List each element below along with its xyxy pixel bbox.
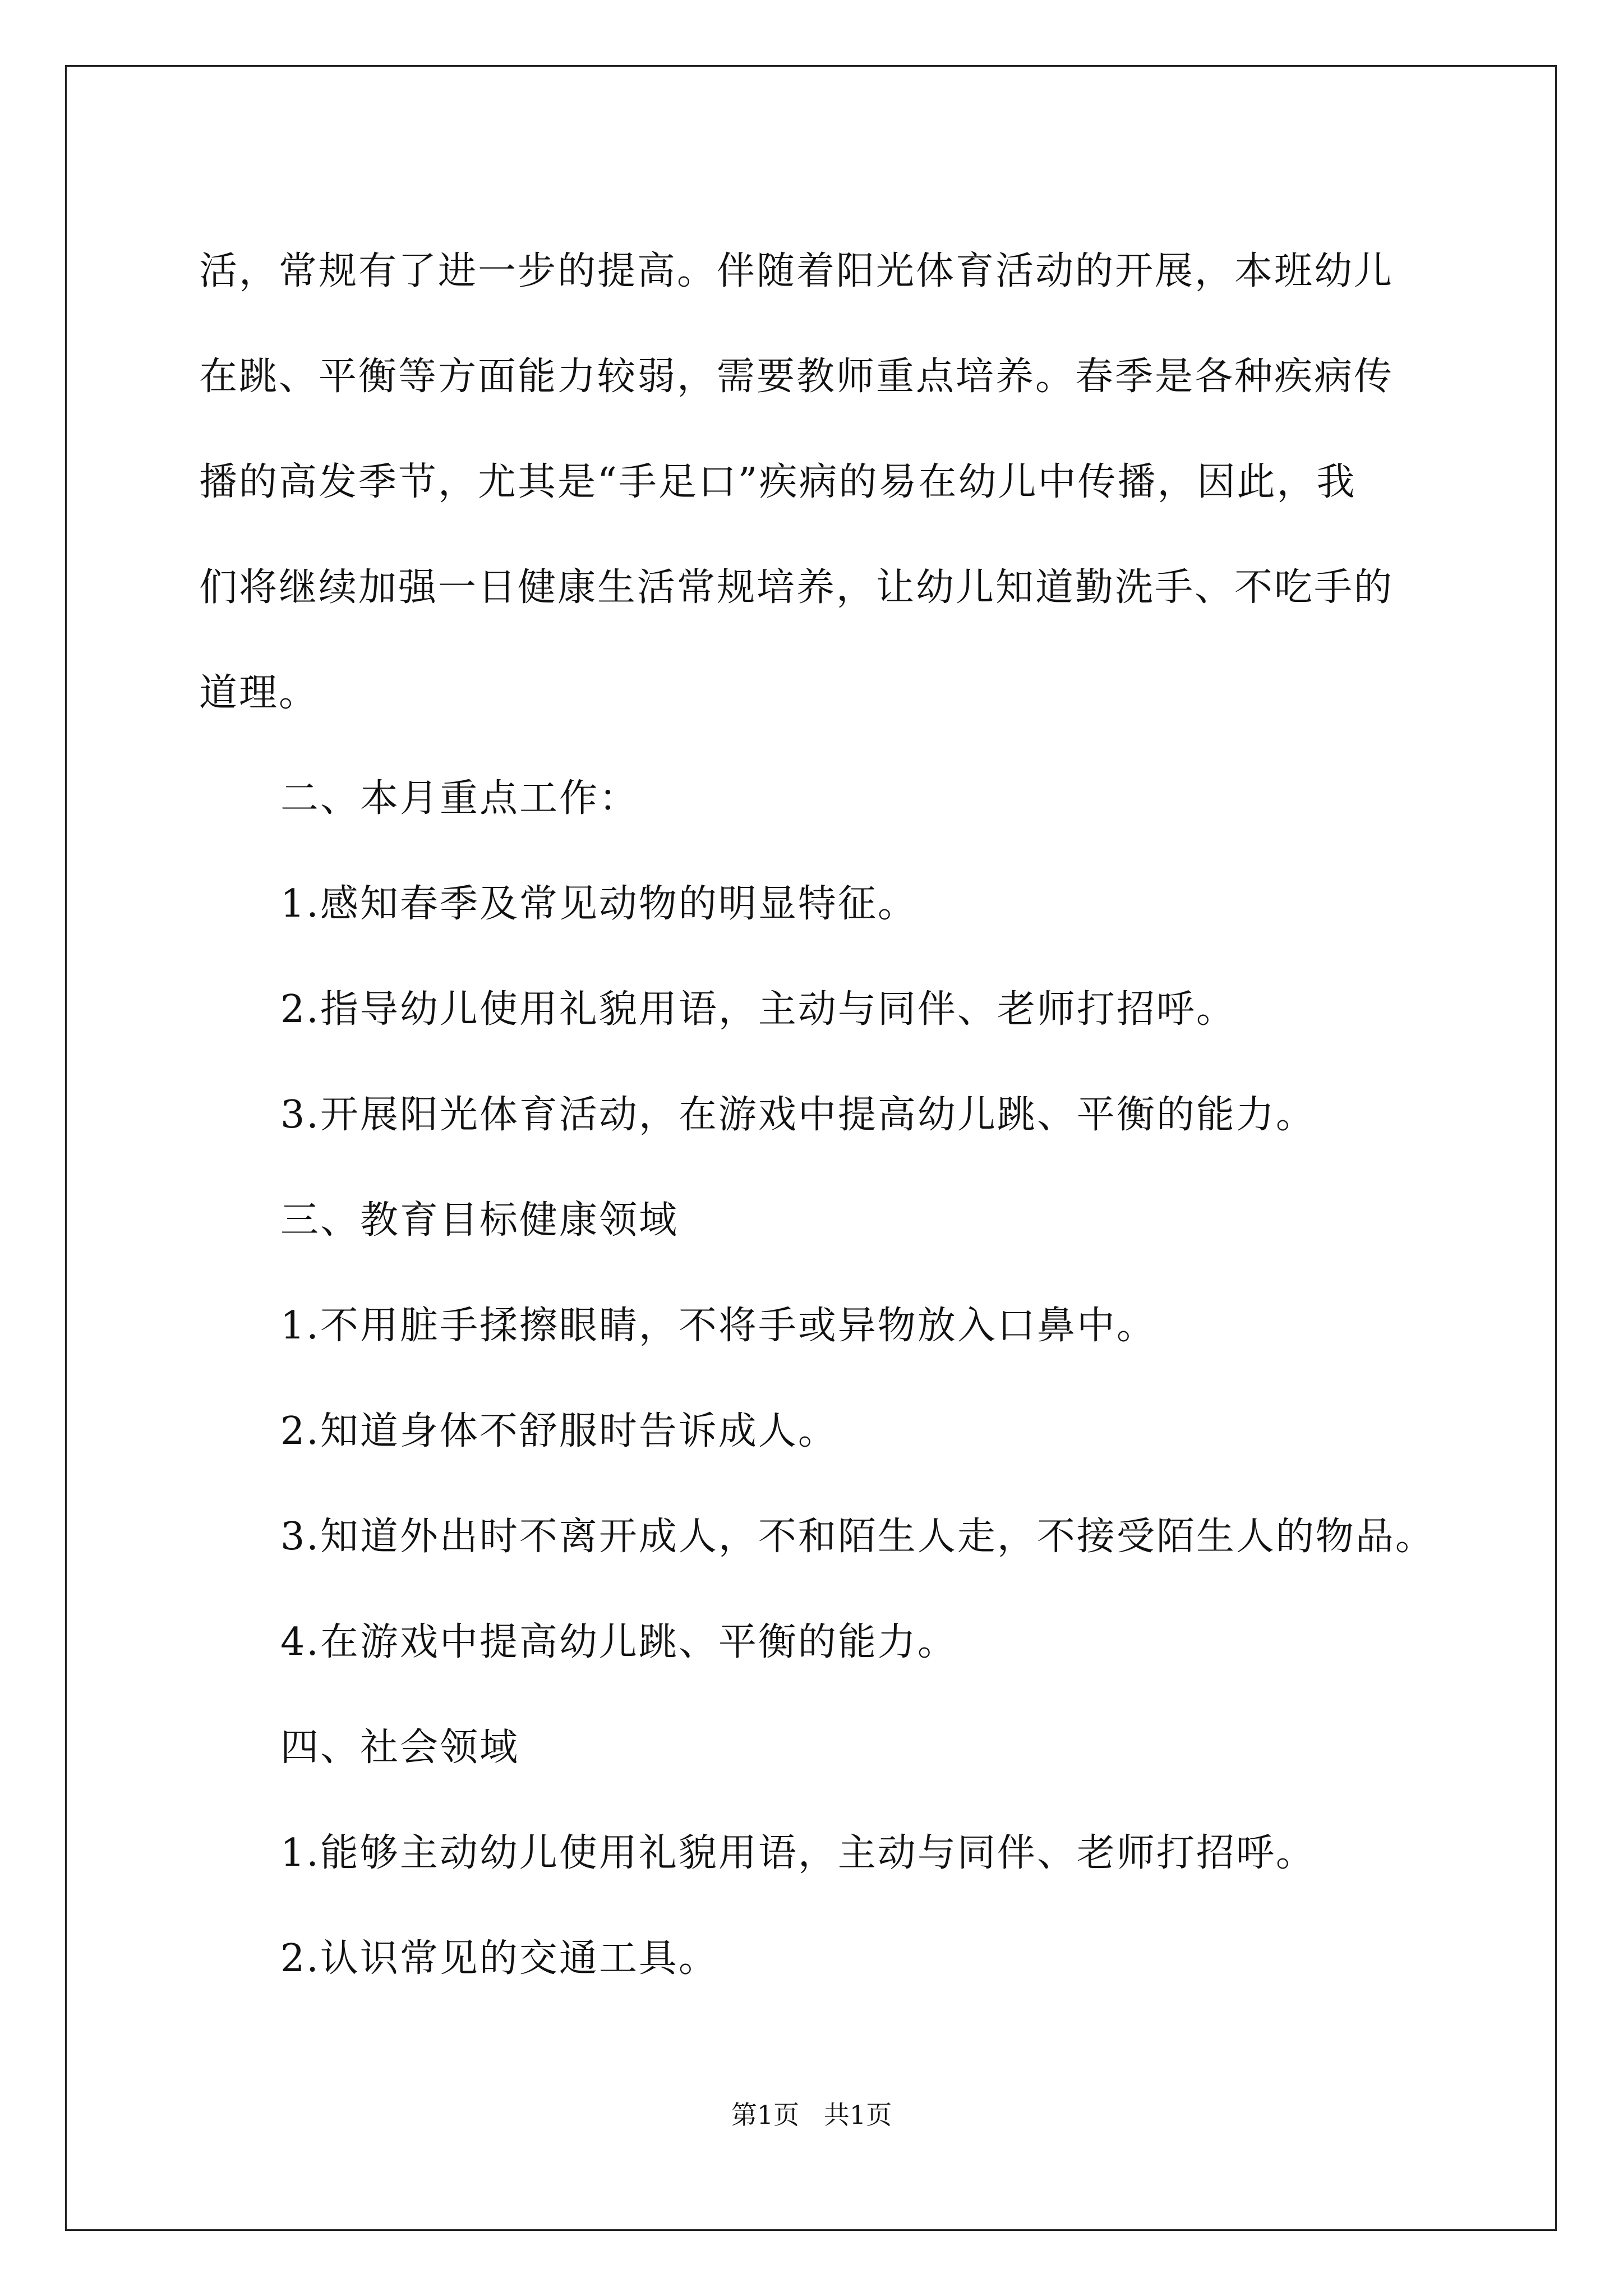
list-item: 3.知道外出时不离开成人，不和陌生人走，不接受陌生人的物品。	[280, 1515, 1435, 1559]
paragraph-line: 道理。	[199, 671, 319, 715]
section-heading-key-work: 二、本月重点工作：	[280, 776, 639, 821]
list-item: 3.开展阳光体育活动，在游戏中提高幼儿跳、平衡的能力。	[280, 1093, 1316, 1137]
list-item: 2.知道身体不舒服时告诉成人。	[280, 1409, 838, 1453]
section-heading-health: 三、教育目标健康领域	[280, 1198, 679, 1243]
paragraph-line: 播的高发季节，尤其是“手足口”疾病的易在幼儿中传播，因此，我	[199, 460, 1357, 504]
paragraph-line: 在跳、平衡等方面能力较弱，需要教师重点培养。春季是各种疾病传	[199, 355, 1394, 399]
paragraph-line: 活，常规有了进一步的提高。伴随着阳光体育活动的开展，本班幼儿	[199, 249, 1394, 293]
list-item: 2.认识常见的交通工具。	[280, 1936, 718, 1981]
list-item: 1.感知春季及常见动物的明显特征。	[280, 882, 917, 926]
list-item: 1.能够主动幼儿使用礼貌用语，主动与同伴、老师打招呼。	[280, 1831, 1316, 1875]
document-body	[199, 219, 1461, 2012]
section-heading-social: 四、社会领域	[280, 1726, 520, 1770]
list-item: 1.不用脏手揉擦眼睛，不将手或异物放入口鼻中。	[280, 1304, 1156, 1348]
list-item: 4.在游戏中提高幼儿跳、平衡的能力。	[280, 1620, 957, 1664]
list-item: 2.指导幼儿使用礼貌用语，主动与同伴、老师打招呼。	[280, 987, 1236, 1032]
paragraph-line: 们将继续加强一日健康生活常规培养，让幼儿知道勤洗手、不吃手的	[199, 565, 1394, 610]
page-number-footer: 第1页 共1页	[731, 2100, 892, 2130]
